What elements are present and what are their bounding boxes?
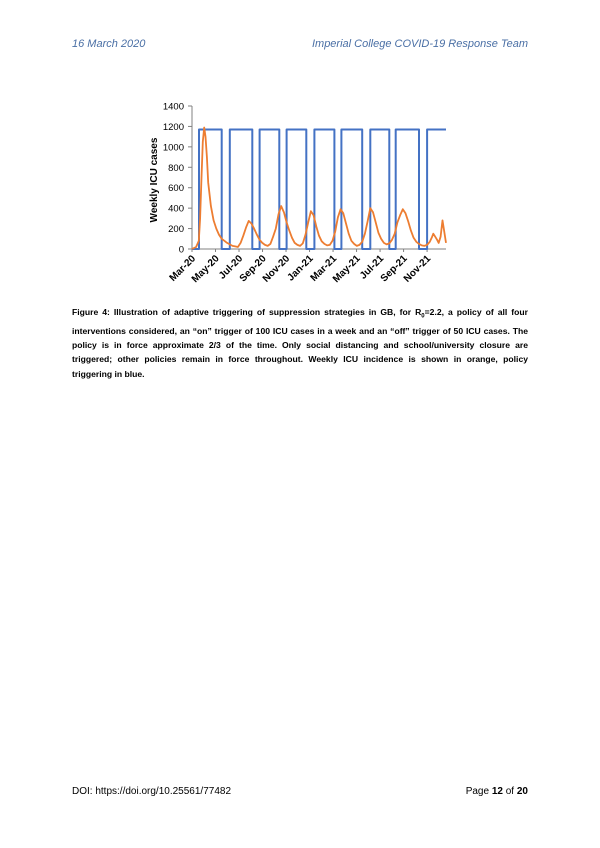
y-tick-label: 0	[178, 244, 184, 256]
x-tick-label: Mar-20	[167, 253, 199, 284]
y-axis	[163, 102, 192, 256]
footer-doi: DOI: https://doi.org/10.25561/77482	[72, 786, 231, 797]
y-tick-label: 1000	[162, 142, 184, 154]
caption-subscript: 0	[421, 313, 425, 320]
x-axis	[168, 249, 446, 285]
icu-policy-chart	[140, 96, 460, 286]
x-tick-label: Mar-21	[308, 253, 340, 284]
x-tick-label: May-21	[330, 253, 363, 286]
page-of: of	[502, 786, 517, 797]
y-tick-label: 1200	[162, 121, 184, 133]
page-total: 20	[516, 786, 528, 797]
caption-text-1: Illustration of adaptive triggering of suppression strategies in GB, for R	[113, 307, 422, 317]
y-tick-label: 1400	[162, 101, 184, 113]
y-tick-label: 400	[168, 203, 184, 215]
y-axis-label: Weekly ICU cases	[149, 137, 160, 223]
series-layer	[192, 128, 446, 250]
policy-triggering-line	[192, 130, 446, 250]
figure-label: Figure 4:	[72, 307, 110, 317]
header-team: Imperial College COVID-19 Response Team	[311, 38, 528, 50]
x-tick-label: Jul-21	[357, 253, 387, 282]
y-tick-label: 200	[168, 224, 184, 236]
caption-text-2: =2.2, a policy of all four interventions considered, an “on” trigger of 100 ICU cases in a week and an “off” trigger of 50 ICU cases. The policy is in force approximate 2/3 of the time. Only social distancing and school/university closure are triggered; other policies remain in force throughout. Weekly ICU incidence is shown in orange, policy triggering in blue.	[72, 307, 528, 379]
page-number: 12	[491, 786, 503, 797]
x-tick-label: Sep-21	[378, 253, 410, 285]
figure-caption	[72, 305, 528, 381]
x-tick-label: May-20	[189, 253, 222, 286]
x-tick-label: Nov-21	[401, 253, 434, 285]
footer-page	[466, 786, 528, 797]
page-prefix: Page	[465, 786, 492, 797]
x-tick-label: Sep-20	[237, 253, 269, 285]
header-date: 16 March 2020	[72, 38, 146, 50]
y-tick-label: 800	[168, 162, 184, 174]
y-tick-label: 600	[168, 183, 184, 195]
x-tick-label: Jul-20	[216, 253, 246, 282]
x-tick-label: Jan-21	[285, 253, 316, 284]
x-tick-label: Nov-20	[260, 253, 293, 285]
